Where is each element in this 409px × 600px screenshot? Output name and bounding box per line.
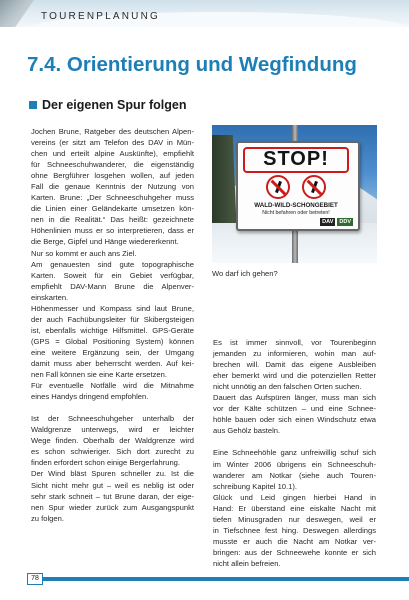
- right-text-column: [213, 337, 376, 569]
- text-line: Höhenmesser und Kompass sind laut Brune,: [31, 303, 194, 313]
- text-line: Dauert das Aufspüren länger, muss man sich: [213, 393, 376, 403]
- text-line: nen Spur wieder zurück zum Ausgangspunkt: [31, 502, 194, 512]
- text-line: Hand: Er überstand eine eiskalte Nacht mit: [213, 503, 376, 513]
- page-header-banner: [0, 0, 409, 27]
- text-line: damit muss aber beherrscht werden. Auf kei-: [31, 358, 194, 368]
- text-line: Der Wind bläst Spuren schneller zu. Ist die: [31, 469, 194, 479]
- stop-heading: STOP!: [243, 147, 349, 173]
- sign-line-1: WALD-WILD-SCHONGEBIET: [254, 202, 338, 209]
- text-line: nicht unnötig an den falschen Orten suchen.: [213, 382, 362, 392]
- text-line: Fall die genaue Kenntnis der Nutzung von: [31, 182, 194, 192]
- text-line: die Linien einer Geländekarte umsetzen kön-: [31, 204, 194, 214]
- text-line: Glück und Leid gingen hierbei Hand in: [213, 492, 376, 502]
- text-line: einskarten.: [31, 292, 69, 302]
- footer-bar: [27, 577, 409, 581]
- text-line: schreibung Kapitel 10.1).: [213, 481, 298, 491]
- section-heading-text: Der eigenen Spur folgen: [42, 98, 187, 112]
- sign-logos: [320, 218, 353, 226]
- no-skiing-icon: [266, 175, 290, 199]
- text-line: Wege finden. Oberhalb der Waldgrenze wird: [31, 436, 194, 446]
- text-line: Eine Schneehöhle ganz unfreiwillig schuf sich: [213, 448, 376, 458]
- text-line: ist, ebenfalls wichtige Hilfsmittel. GPS-Geräte: [31, 325, 194, 335]
- page-number: 78: [27, 573, 43, 585]
- text-line: Für eventuelle Notfälle wird die Mitnahme: [31, 381, 194, 391]
- header-rock-image: [0, 0, 34, 27]
- text-line: brechen will. Damit das eigene Ausbleiben: [213, 360, 376, 370]
- photo-caption: Wo darf ich gehen?: [212, 269, 278, 278]
- text-line: Sicht nicht mehr gut – weil es neblig ist oder: [31, 480, 194, 490]
- text-line: bringen: aus der Schneewehe konnte er sich: [213, 547, 376, 557]
- text-line: in Tiefschnee fest hing. Deswegen allerdings: [213, 525, 376, 535]
- text-line: Nur so kommt er auch ans Ziel.: [31, 248, 137, 258]
- paragraph-gap: [213, 436, 376, 447]
- text-line: der auch Fachübungsleiter für Skibergsteigen: [31, 314, 194, 324]
- text-line: Waldgrenze unterwegs, wird er leichter: [31, 425, 194, 435]
- text-line: vereins (er sitzt am Telefon des DAV in Mün-: [31, 138, 194, 148]
- text-line: nen in die Realität.“ Das heißt: gezeichnete: [31, 215, 194, 225]
- text-line: nen Fall können sie eine Karte ersetzen.: [31, 370, 167, 380]
- text-line: zu folgen.: [31, 513, 64, 523]
- text-line: (GPS = Global Positioning System) können: [31, 336, 194, 346]
- text-line: empfiehlt DAV-Mann Brune die Alpenver-: [31, 281, 194, 291]
- no-hiking-icon: [302, 175, 326, 199]
- text-line: die Berge, Gipfel und Hänge wiedererkennt.: [31, 237, 179, 247]
- photo-stop-sign: [212, 125, 377, 263]
- dav-logo: DAV: [322, 219, 334, 225]
- stop-sign-board: [236, 141, 360, 231]
- text-line: Ist der Schneeschuhgeher unterhalb der: [31, 414, 194, 424]
- section-heading: [29, 98, 186, 112]
- text-line: aus Gehölz basteln.: [213, 426, 281, 436]
- text-line: Karten. Brune: „Der Schneeschuhgeher muss: [31, 193, 194, 203]
- text-line: für Schneeschuhwanderer, die eigenständig: [31, 160, 194, 170]
- text-line: sehr stark schneit – tut Brune daran, der eige-: [31, 491, 194, 501]
- text-line: eher bemerkt wird und die potenziellen Retter: [213, 371, 376, 381]
- text-line: im Winter 2006 übrigens ein Schneeschuh-: [213, 459, 376, 469]
- text-line: Jochen Brune, Ratgeber des deutschen Alpen-: [31, 127, 194, 136]
- text-line: es schon schwieriger. Sich dort zurecht zu: [31, 447, 194, 457]
- chapter-title: 7.4. Orientierung und Wegfindung: [27, 53, 357, 76]
- text-line: Höhenlinien muss er so interpretieren, dass er: [31, 226, 194, 236]
- text-line: jemanden zu informieren, wohin man auf-: [213, 349, 376, 359]
- header-section-label: TOURENPLANUNG: [41, 11, 160, 22]
- text-line: eines Handys dringend empfohlen.: [31, 392, 149, 402]
- text-line: musste er auch die Nacht am Notkar ver-: [213, 536, 376, 546]
- text-line: chen und erteilt alpine Auskünfte), empfiehlt: [31, 149, 194, 159]
- text-line: eine weitere Ergänzung sein, der Umgang: [31, 347, 194, 357]
- text-line: ohne Bergführer losgehen wollen, auf jeden: [31, 171, 194, 181]
- text-line: wanderer am Notkar (siehe auch Touren-: [213, 470, 376, 480]
- section-bullet-icon: [29, 101, 37, 109]
- text-line: tiefen Minusgraden nur deswegen, weil er: [213, 514, 376, 524]
- text-line: vor der Kälte schützen – und eine Schnee-: [213, 404, 376, 414]
- text-line: Am genauesten sind gute topographische: [31, 259, 194, 269]
- text-line: Karten. Soweit für ein Gebiet verfügbar,: [31, 270, 194, 280]
- text-line: nicht allein befreien.: [213, 558, 281, 568]
- text-line: finden erfordert schon einige Bergerfahrung.: [31, 458, 181, 468]
- paragraph-gap: [31, 402, 194, 413]
- text-line: höhle bauen oder sich einen Windschutz etwa: [213, 415, 376, 425]
- left-text-column: [31, 126, 194, 524]
- text-line: Es ist immer sinnvoll, vor Tourenbeginn: [213, 338, 376, 347]
- sign-line-2: Nicht befahren oder betreten!: [262, 210, 330, 216]
- ddv-logo: DDV: [339, 219, 351, 225]
